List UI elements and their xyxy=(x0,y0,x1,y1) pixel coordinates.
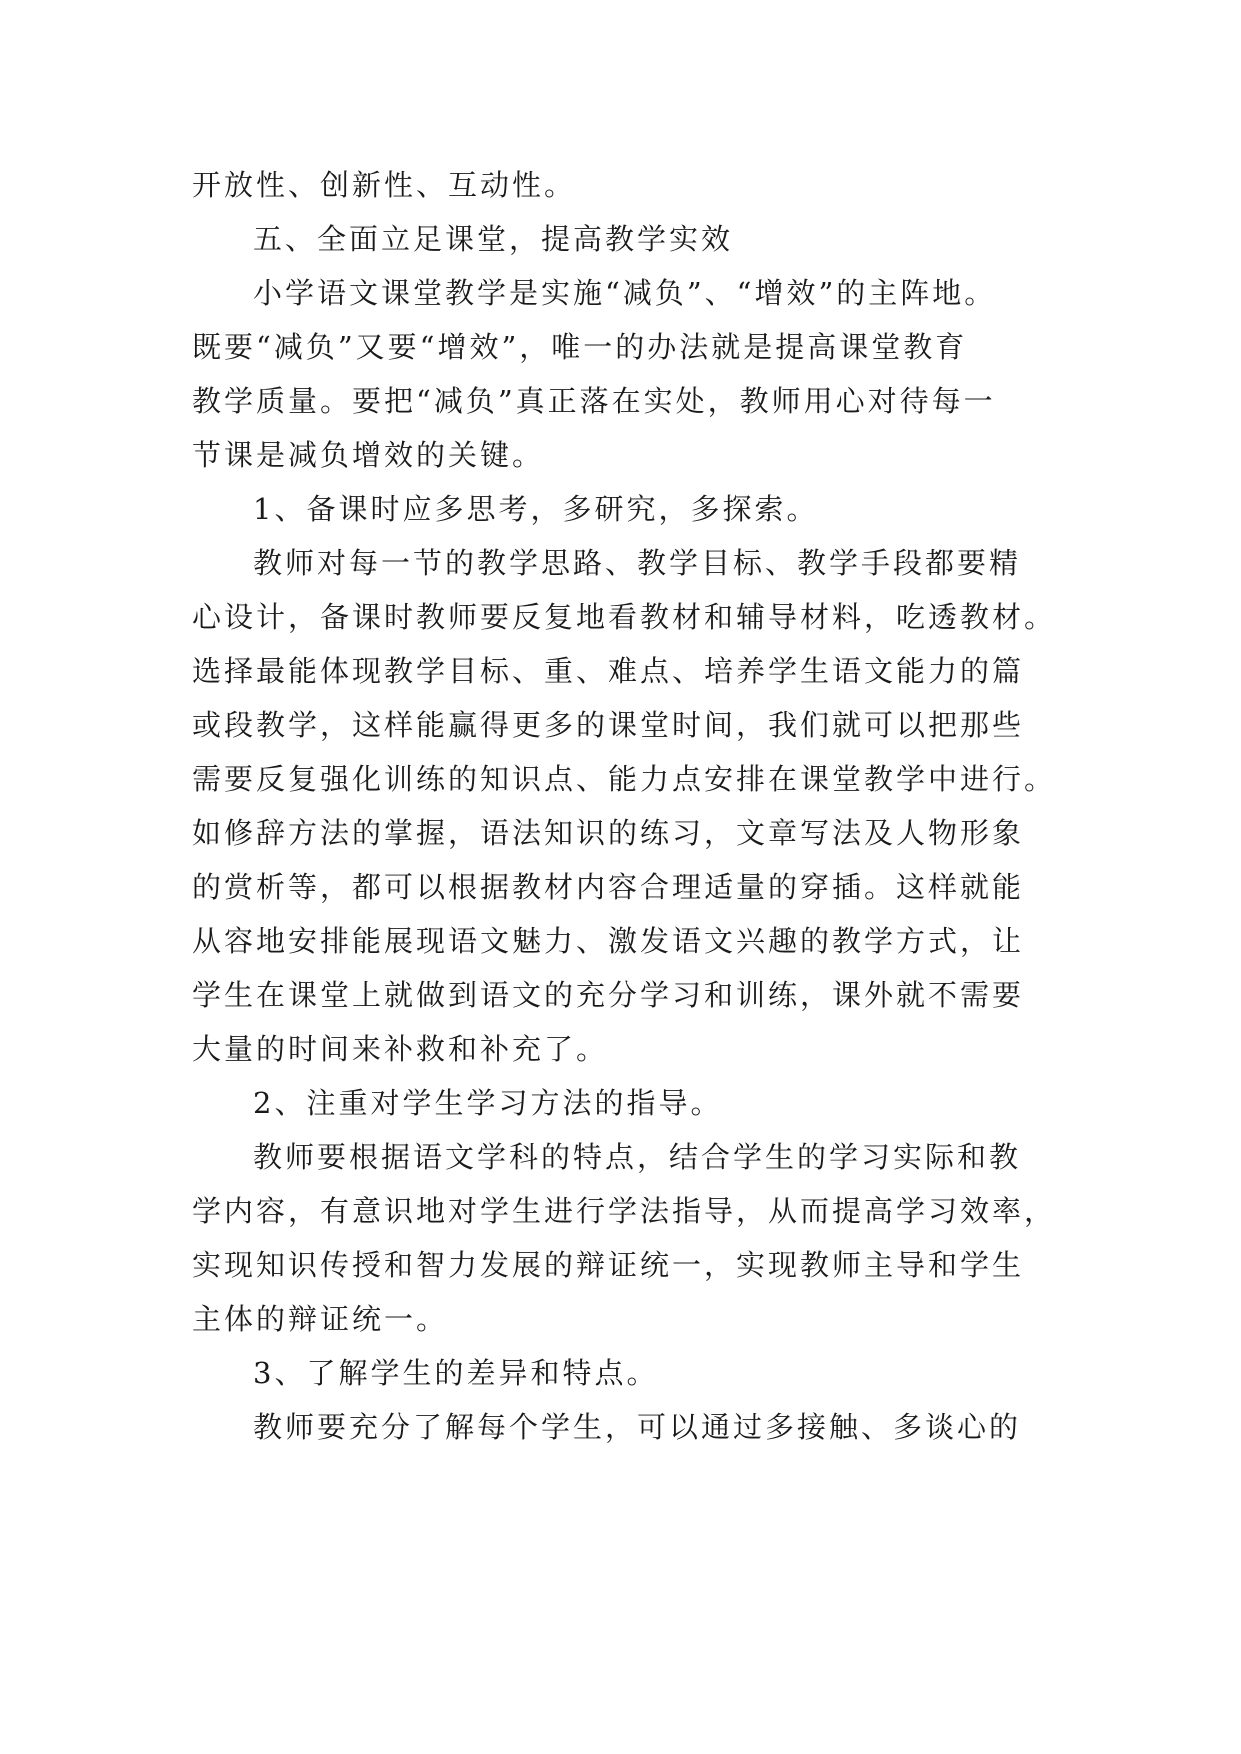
paragraph-line: 或段教学，这样能赢得更多的课堂时间，我们就可以把那些 xyxy=(192,708,1025,742)
paragraph-line: 学内容，有意识地对学生进行学法指导，从而提高学习效率， xyxy=(192,1194,1057,1228)
paragraph-line: 实现知识传授和智力发展的辩证统一，实现教师主导和学生 xyxy=(192,1248,1025,1282)
document-body xyxy=(192,158,1062,1454)
paragraph-line: 学生在课堂上就做到语文的充分学习和训练，课外就不需要 xyxy=(192,978,1025,1012)
subsection-heading: 3、了解学生的差异和特点。 xyxy=(253,1356,659,1390)
paragraph-line: 主体的辩证统一。 xyxy=(192,1302,449,1336)
paragraph-line: 教师对每一节的教学思路、教学目标、教学手段都要精 xyxy=(253,546,1022,580)
paragraph-line: 的赏析等，都可以根据教材内容合理适量的穿插。这样就能 xyxy=(192,870,1025,904)
paragraph-line: 教学质量。要把“减负”真正落在实处，教师用心对待每一 xyxy=(192,384,996,418)
paragraph-line: 教师要根据语文学科的特点，结合学生的学习实际和教 xyxy=(253,1140,1022,1174)
subsection-heading: 2、注重对学生学习方法的指导。 xyxy=(253,1086,723,1120)
paragraph-line: 开放性、创新性、互动性。 xyxy=(192,168,577,202)
paragraph-line: 需要反复强化训练的知识点、能力点安排在课堂教学中进行。 xyxy=(192,762,1057,796)
paragraph-line: 如修辞方法的掌握，语法知识的练习，文章写法及人物形象 xyxy=(192,816,1025,850)
paragraph-line: 心设计，备课时教师要反复地看教材和辅导材料，吃透教材。 xyxy=(192,600,1057,634)
paragraph-line: 既要“减负”又要“增效”，唯一的办法就是提高课堂教育 xyxy=(192,330,968,364)
paragraph-line: 小学语文课堂教学是实施“减负”、“增效”的主阵地。 xyxy=(253,276,997,310)
section-heading: 五、全面立足课堂，提高教学实效 xyxy=(253,222,734,256)
paragraph-line: 选择最能体现教学目标、重、难点、培养学生语文能力的篇 xyxy=(192,654,1025,688)
paragraph-line: 从容地安排能展现语文魅力、激发语文兴趣的教学方式，让 xyxy=(192,924,1025,958)
subsection-heading: 1、备课时应多思考，多研究，多探索。 xyxy=(253,492,819,526)
paragraph-line: 大量的时间来补救和补充了。 xyxy=(192,1032,609,1066)
paragraph-line: 教师要充分了解每个学生，可以通过多接触、多谈心的 xyxy=(253,1410,1022,1444)
paragraph-line: 节课是减负增效的关键。 xyxy=(192,438,545,472)
